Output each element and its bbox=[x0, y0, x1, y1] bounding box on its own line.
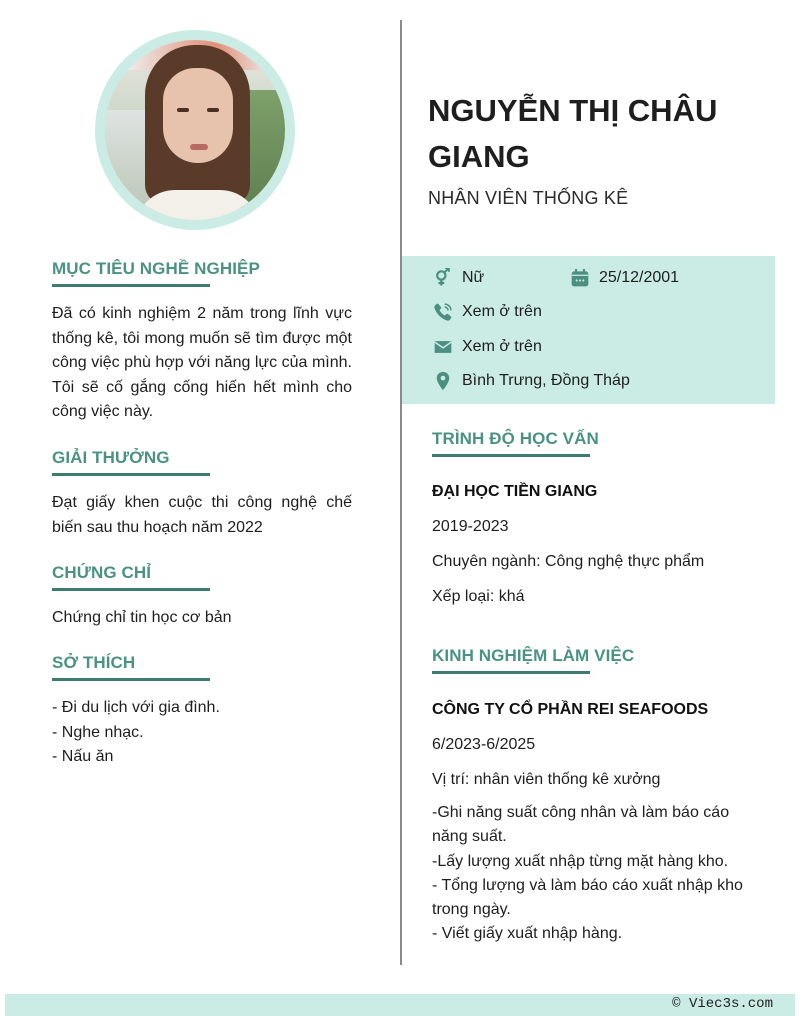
address-value: Bình Trưng, Đồng Tháp bbox=[462, 372, 630, 389]
section-title: CHỨNG CHỈ bbox=[52, 563, 152, 582]
certificates-section bbox=[52, 562, 352, 631]
candidate-name: NGUYỄN THỊ CHÂU GIANG bbox=[428, 93, 718, 174]
hobby-item: - Nấu ăn bbox=[52, 748, 114, 765]
column-divider bbox=[400, 20, 402, 965]
hobby-item: - Đi du lịch với gia đình. bbox=[52, 699, 220, 716]
section-underline bbox=[52, 284, 210, 287]
hobbies-section bbox=[52, 652, 352, 770]
gender-value: Nữ bbox=[462, 269, 485, 286]
section-underline bbox=[52, 588, 210, 591]
job-title: NHÂN VIÊN THỐNG KÊ bbox=[428, 188, 629, 208]
awards-text: Đạt giấy khen cuộc thi công nghệ chế biến sau thu hoạch năm 2022 bbox=[52, 494, 352, 536]
map-pin-icon bbox=[432, 370, 454, 392]
education-grade: Xếp loại: khá bbox=[432, 588, 525, 605]
education-section bbox=[432, 428, 772, 606]
section-title: TRÌNH ĐỘ HỌC VẤN bbox=[432, 429, 599, 448]
section-underline bbox=[52, 473, 210, 476]
hobby-item: - Nghe nhạc. bbox=[52, 723, 144, 741]
duty-item: -Ghi năng suất công nhân và làm báo cáo năng suất. bbox=[432, 804, 730, 846]
avatar bbox=[105, 40, 285, 220]
footer-bar bbox=[5, 994, 795, 1016]
objective-section bbox=[52, 258, 352, 425]
duty-item: -Lấy lượng xuất nhập từng mặt hàng kho. bbox=[432, 852, 729, 870]
objective-text: Đã có kinh nghiệm 2 năm trong lĩnh vực thống kê, tôi mong muốn sẽ tìm được một công việc phù hợp với năng lực của mình. Tôi sẽ cố gắng cống hiến hết mình cho công việc này. bbox=[52, 305, 352, 420]
experience-section bbox=[432, 645, 772, 947]
avatar-frame bbox=[95, 30, 295, 230]
education-major: Chuyên ngành: Công nghệ thực phẩm bbox=[432, 553, 705, 570]
birthday-value: 25/12/2001 bbox=[599, 269, 680, 286]
envelope-icon bbox=[432, 336, 454, 358]
calendar-icon bbox=[569, 267, 591, 289]
copyright-link[interactable]: © Viec3s.com bbox=[672, 996, 773, 1012]
company-name: CÔNG TY CỔ PHẦN REI SEAFOODS bbox=[432, 701, 709, 718]
phone-icon bbox=[432, 301, 454, 323]
email-row bbox=[432, 336, 542, 358]
duty-item: - Viết giấy xuất nhập hàng. bbox=[432, 925, 623, 943]
section-title: GIẢI THƯỞNG bbox=[52, 448, 170, 467]
education-period: 2019-2023 bbox=[432, 518, 509, 535]
section-title: KINH NGHIỆM LÀM VIỆC bbox=[432, 646, 635, 665]
certificates-text: Chứng chỉ tin học cơ bản bbox=[52, 609, 232, 626]
awards-section bbox=[52, 447, 352, 540]
section-underline bbox=[52, 678, 210, 681]
phone-value: Xem ở trên bbox=[462, 303, 542, 320]
gender-icon bbox=[432, 267, 454, 289]
section-underline bbox=[432, 454, 590, 457]
contact-panel bbox=[402, 256, 775, 404]
address-row bbox=[432, 370, 630, 392]
duty-item: - Tổng lượng và làm báo cáo xuất nhập kho trong ngày. bbox=[432, 876, 743, 919]
experience-position: Vị trí: nhân viên thống kê xưởng bbox=[432, 771, 661, 788]
section-title: SỞ THÍCH bbox=[52, 653, 136, 672]
phone-row bbox=[432, 301, 542, 323]
section-title: MỤC TIÊU NGHỀ NGHIỆP bbox=[52, 259, 260, 278]
section-underline bbox=[432, 671, 590, 674]
birthday-row bbox=[569, 267, 679, 289]
gender-row bbox=[432, 267, 484, 289]
experience-period: 6/2023-6/2025 bbox=[432, 736, 536, 753]
school-name: ĐẠI HỌC TIỀN GIANG bbox=[432, 483, 598, 500]
email-value: Xem ở trên bbox=[462, 338, 542, 355]
